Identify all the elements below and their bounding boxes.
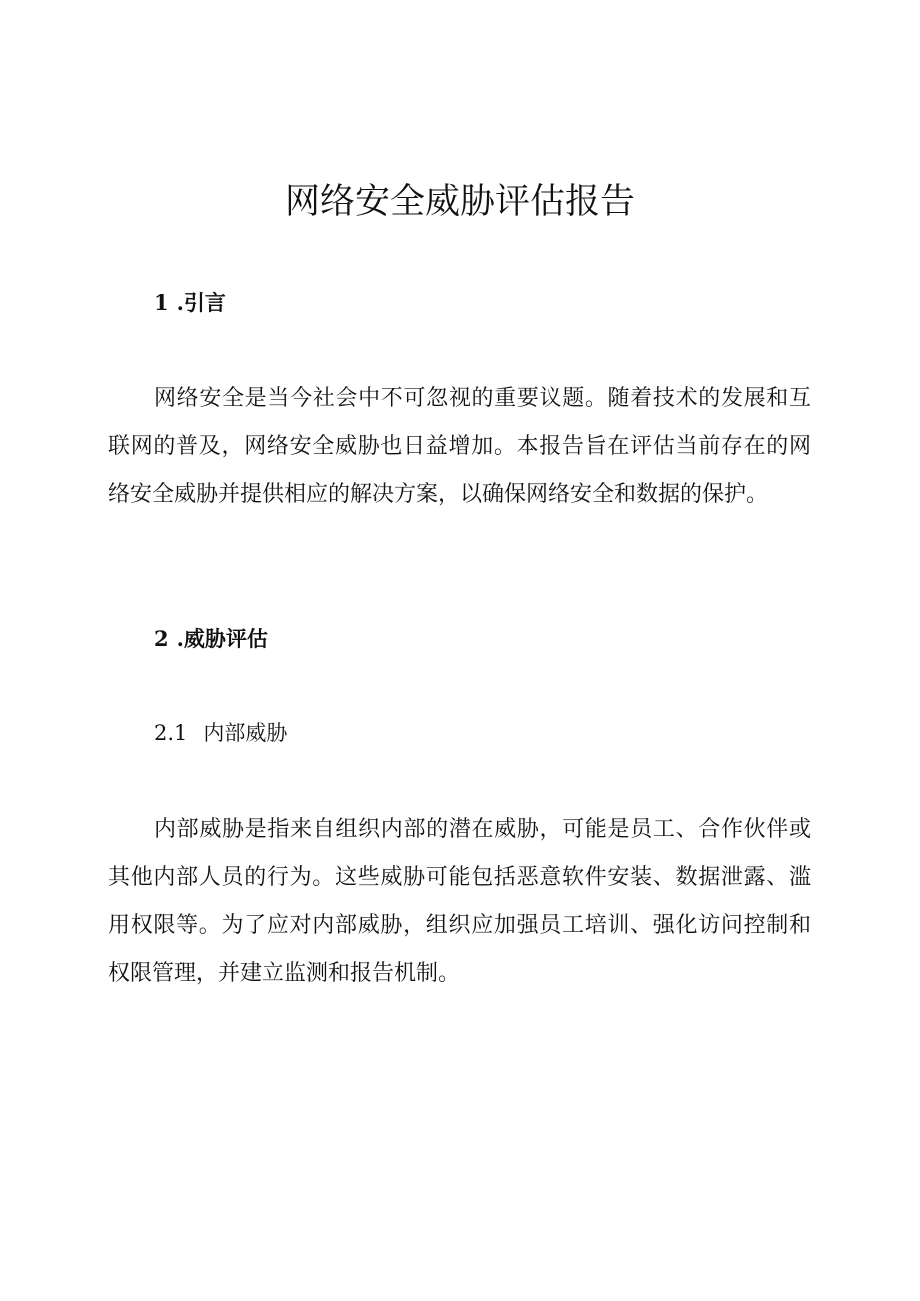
section-heading-text: .引言: [176, 290, 226, 315]
subsection-heading-internal-threats: [154, 718, 287, 748]
section-heading-intro: [154, 288, 226, 318]
section-heading-text: .威胁评估: [176, 626, 268, 651]
document-title: 网络安全威胁评估报告: [284, 182, 635, 222]
section-number: 1: [154, 290, 169, 315]
subsection-heading-text: 内部威胁: [203, 721, 288, 745]
section-number: 2: [154, 626, 169, 651]
intro-paragraph: 网络安全是当今社会中不可忽视的重要议题。随着技术的发展和互联网的普及，网络安全威胁也日益增加。本报告旨在评估当前存在的网络安全威胁并提供相应的解决方案，以确保网络安全和数据的保护。: [108, 386, 811, 507]
subsection-number: 2.1: [154, 721, 188, 745]
section-heading-threat-assessment: [154, 624, 268, 654]
internal-threats-paragraph: 内部威胁是指来自组织内部的潜在威胁，可能是员工、合作伙伴或其他内部人员的行为。这些威胁可能包括恶意软件安装、数据泄露、滥用权限等。为了应对内部威胁，组织应加强员工培训、强化访问控制和权限管理，并建立监测和报告机制。: [108, 817, 811, 986]
